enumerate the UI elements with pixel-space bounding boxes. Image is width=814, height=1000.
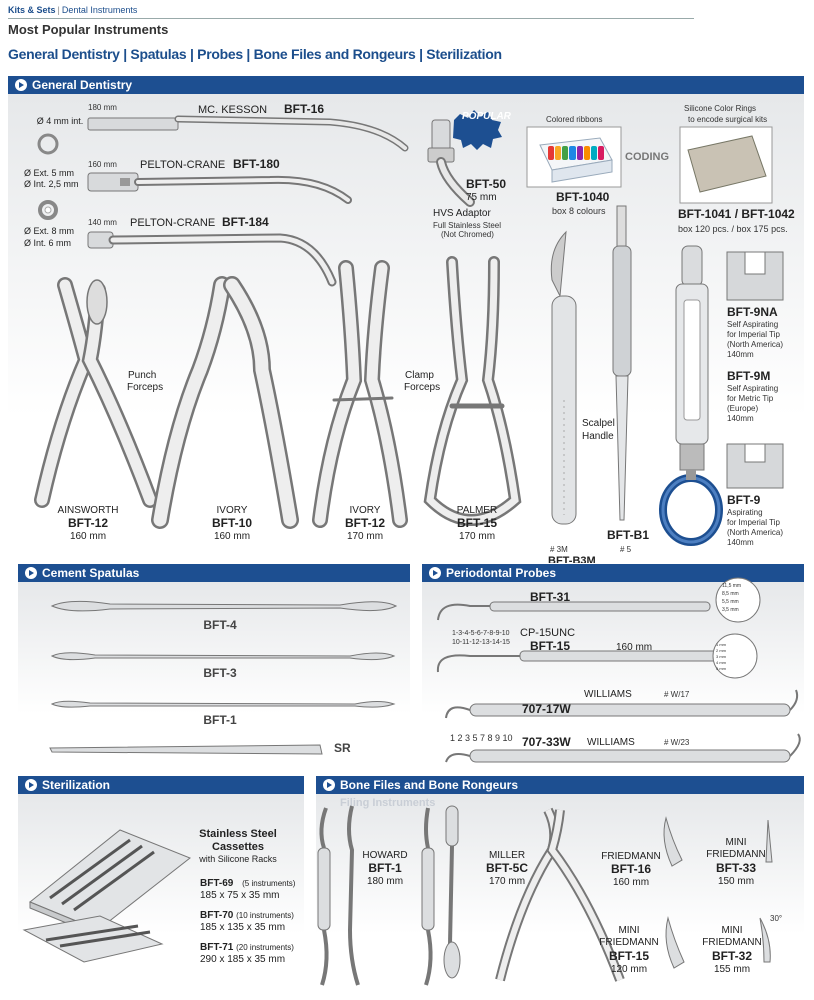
tip-3-length: 140 mm: [88, 218, 117, 227]
breadcrumb: Kits & Sets | Dental Instruments: [8, 5, 138, 15]
aspirator-2-line-1: Self Aspirating: [727, 384, 779, 393]
ring-2-ext-label: Ø Ext. 5 mm: [24, 168, 75, 178]
scalpel-b1-size: # 5: [620, 545, 632, 554]
aspirator-1-line-3: (North America): [727, 340, 784, 349]
aspirator-2-line-3: (Europe): [727, 404, 759, 413]
aspirator-2-line-2: for Metric Tip: [727, 394, 774, 403]
ring-2-int-label: Ø Int. 2,5 mm: [24, 179, 79, 189]
rings-box-caption-1: Silicone Color Rings: [684, 104, 757, 113]
spatula-1-code: BFT-4: [203, 618, 237, 632]
probe-2-mark: 4 mm: [716, 660, 726, 665]
cassette-2-count: (10 instruments): [236, 911, 294, 920]
forceps-1-length: 160 mm: [69, 531, 107, 542]
section-title-sterilization: Sterilization: [42, 778, 111, 792]
probe-3-code: 707-17W: [522, 702, 571, 716]
probe-2-scale-1: 1-3-4-5-6-7-8-9-10: [452, 630, 510, 637]
hvs-name: HVS Adaptor: [433, 208, 491, 219]
probe-1-mark: 5,5 mm: [722, 599, 739, 605]
section-title-cement: Cement Spatulas: [42, 566, 140, 580]
ring-1-label: Ø 4 mm int.: [36, 116, 84, 126]
aspirator-2-code: BFT-9M: [727, 369, 771, 383]
probe-2-name: CP-15UNC: [520, 627, 576, 639]
probe-2-scale-2: 10-11-12-13-14-15: [452, 639, 510, 646]
scalpel-3m-code: BFT-B3M: [548, 555, 596, 563]
mini-friedmann-15-jaw-image: [666, 918, 684, 968]
aspirator-1-code: BFT-9NA: [727, 305, 778, 319]
bone-5-code: BFT-15: [608, 949, 649, 963]
cassette-2-size: 185 x 135 x 35 mm: [200, 922, 286, 933]
section-title-bone: Bone Files and Bone Rongeurs: [340, 778, 519, 792]
popular-badge-label: POPULAR: [462, 111, 511, 122]
ribbons-code: BFT-1040: [556, 190, 610, 204]
bone-4-name-2: FRIEDMANN: [706, 849, 766, 860]
cassette-3-count: (20 instruments): [236, 943, 294, 952]
forceps-4-name: PALMER: [456, 505, 498, 516]
bone-2-length: 170 mm: [488, 876, 526, 887]
aspirator-3-code: BFT-9: [727, 493, 761, 507]
tip-1-code: BFT-16: [284, 102, 325, 116]
section-title-perio: Periodontal Probes: [446, 566, 557, 580]
scalpel-b1-code: BFT-B1: [607, 528, 649, 542]
bone-6-name-1: MINI: [721, 925, 743, 936]
aspirator-3-line-3: (North America): [727, 528, 784, 537]
forceps-2-length: 160 mm: [213, 531, 251, 542]
forceps-4-code: BFT-15: [456, 516, 497, 530]
probe-2-mark: 1 mm: [716, 642, 726, 647]
punch-label-1: Punch: [128, 370, 157, 381]
miller-file-image: [422, 806, 460, 985]
bone-6-code: BFT-32: [711, 949, 752, 963]
bone-3-length: 160 mm: [612, 877, 650, 888]
forceps-2-name: IVORY: [216, 505, 248, 516]
category-subtitle: General Dentistry | Spatulas | Probes | Bone Files and Rongeurs | Sterilization: [8, 46, 502, 62]
cassette-3-size: 290 x 185 x 35 mm: [200, 954, 286, 965]
cassette-title-2: Cassettes: [212, 841, 264, 853]
bone-angle-label: 30°: [770, 914, 783, 923]
bone-1-name: HOWARD: [362, 850, 408, 861]
forceps-2-code: BFT-10: [211, 516, 252, 530]
howard-file-image: [318, 806, 358, 985]
probe-3-name: WILLIAMS: [584, 689, 632, 700]
bone-4-code: BFT-33: [715, 861, 756, 875]
cassette-title-1: Stainless Steel: [199, 828, 277, 840]
probe-4-name: WILLIAMS: [587, 737, 635, 748]
tip-1-name: MC. KESSON: [198, 104, 268, 116]
scalpel-label-1: Scalpel: [582, 418, 615, 429]
probe-2-mark: 3 mm: [716, 654, 726, 659]
hvs-code: BFT-50: [466, 177, 507, 191]
ring-3-int-label: Ø Int. 6 mm: [24, 238, 72, 248]
bone-4-length: 150 mm: [717, 876, 755, 887]
probe-1-mark: 3,5 mm: [722, 607, 739, 613]
ribbons-note: box 8 colours: [552, 206, 606, 216]
clamp-label-1: Clamp: [405, 370, 434, 381]
hvs-note-2: (Not Chromed): [441, 230, 494, 239]
bone-3-name: FRIEDMANN: [601, 851, 661, 862]
cassette-1-code: BFT-69: [200, 878, 234, 889]
rings-box-note: box 120 pcs. / box 175 pcs.: [678, 224, 788, 234]
bone-5-name-2: FRIEDMANN: [599, 937, 659, 948]
bone-2-code: BFT-5C: [486, 861, 528, 875]
scalpel-label-2: Handle: [582, 431, 614, 442]
clamp-label-2: Forceps: [404, 382, 441, 393]
tip-2-name: PELTON-CRANE: [140, 159, 226, 171]
forceps-1-code: BFT-12: [67, 516, 108, 530]
forceps-1-name: AINSWORTH: [57, 505, 119, 516]
bone-2-name: MILLER: [488, 850, 526, 861]
spatula-2-code: BFT-3: [203, 666, 237, 680]
probe-1-code: BFT-31: [530, 590, 571, 604]
ribbons-caption: Colored ribbons: [546, 115, 603, 124]
probe-1-mark: 8,5 mm: [722, 591, 739, 597]
friedmann-16-jaw-image: [664, 818, 682, 866]
bone-1-length: 180 mm: [366, 876, 404, 887]
aspirator-3-line-2: for Imperial Tip: [727, 518, 780, 527]
bone-1-code: BFT-1: [368, 861, 402, 875]
tip-2-length: 160 mm: [88, 160, 117, 169]
breadcrumb-section[interactable]: Kits & Sets: [8, 5, 56, 15]
hvs-note-1: Full Stainless Steel: [433, 221, 502, 230]
coding-label: CODING: [625, 151, 669, 163]
section-title-general: General Dentistry: [32, 78, 133, 92]
aspirator-1-line-1: Self Aspirating: [727, 320, 779, 329]
rings-box-code: BFT-1041 / BFT-1042: [678, 207, 795, 221]
probe-2-mark: 5 mm: [716, 666, 726, 671]
cassette-3-code: BFT-71: [200, 942, 234, 953]
bone-5-length: 120 mm: [610, 964, 648, 975]
probe-1-mark: 11,5 mm: [722, 583, 742, 589]
probe-3-ref: # W/17: [664, 690, 690, 699]
forceps-3-code: BFT-12: [344, 516, 385, 530]
forceps-3-name: IVORY: [349, 505, 381, 516]
tip-3-name: PELTON-CRANE: [130, 217, 216, 229]
probe-2-length: 160 mm: [616, 642, 653, 653]
probe-4-ref: # W/23: [664, 738, 690, 747]
tip-3-code: BFT-184: [222, 215, 269, 229]
cassette-2-code: BFT-70: [200, 910, 234, 921]
forceps-3-length: 170 mm: [346, 531, 384, 542]
bone-3-code: BFT-16: [610, 862, 651, 876]
cassette-1-size: 185 x 75 x 35 mm: [200, 890, 280, 901]
aspirator-2-line-4: 140mm: [727, 414, 754, 423]
tip-1-length: 180 mm: [88, 103, 117, 112]
cassette-subtitle: with Silicone Racks: [199, 854, 277, 864]
tip-2-code: BFT-180: [233, 157, 280, 171]
aspirator-3-line-4: 140mm: [727, 538, 754, 547]
forceps-4-length: 170 mm: [458, 531, 496, 542]
breadcrumb-page[interactable]: Dental Instruments: [61, 5, 138, 15]
rings-box-caption-2: to encode surgical kits: [688, 115, 768, 124]
bone-4-name-1: MINI: [725, 837, 747, 848]
probe-4-code: 707-33W: [522, 735, 571, 749]
probe-2-code: BFT-15: [530, 639, 571, 653]
punch-label-2: Forceps: [127, 382, 164, 393]
bone-6-name-2: FRIEDMANN: [702, 937, 762, 948]
cassette-1-count: (5 instruments): [242, 879, 296, 888]
spatula-4-code: SR: [334, 741, 351, 755]
filing-instruments-label: Filing Instruments: [340, 797, 436, 809]
bone-5-name-1: MINI: [618, 925, 640, 936]
aspirator-3-line-1: Aspirating: [727, 508, 763, 517]
probe-2-mark: 2 mm: [716, 648, 726, 653]
ring-3-ext-label: Ø Ext. 8 mm: [24, 226, 75, 236]
scalpel-3m-size: # 3M: [550, 545, 568, 554]
bone-6-length: 155 mm: [713, 964, 751, 975]
page-title: Most Popular Instruments: [8, 22, 169, 37]
probe-4-scale: 1 2 3 5 7 8 9 10: [450, 733, 513, 743]
aspirator-1-line-2: for Imperial Tip: [727, 330, 780, 339]
aspirator-1-line-4: 140mm: [727, 350, 754, 359]
spatula-3-code: BFT-1: [203, 713, 237, 727]
hvs-length: 75 mm: [466, 192, 497, 203]
